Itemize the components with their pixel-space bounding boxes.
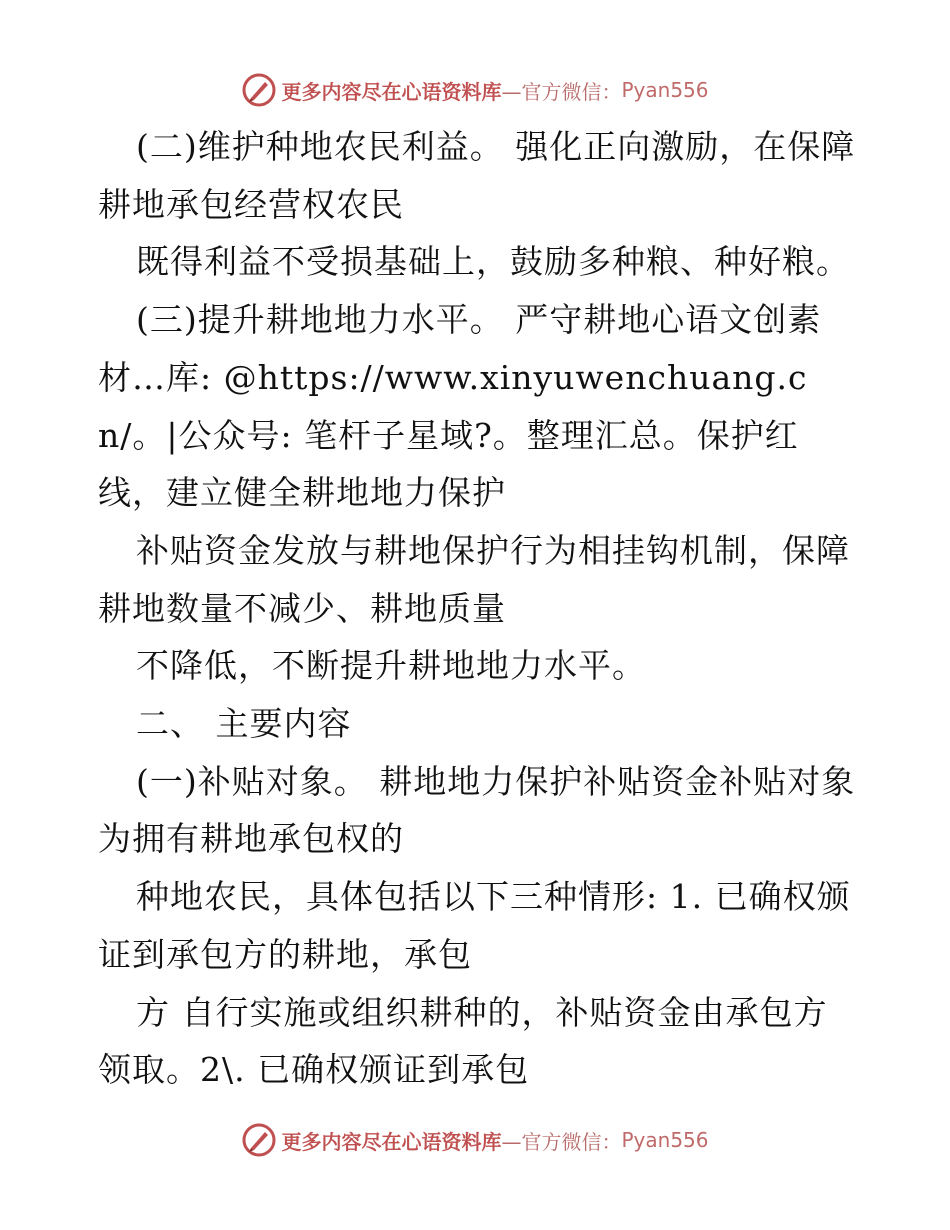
watermark-wechat-id: Pyan556 <box>621 78 709 102</box>
paragraph: 既得利益不受损基础上，鼓励多种粮、种好粮。 <box>136 242 850 282</box>
footer-watermark <box>0 1118 950 1162</box>
paragraph: 方 自行实施或组织耕种的，补贴资金由承包方领取。2\. 已确权颁证到承包 <box>98 992 828 1090</box>
pen-logo-icon <box>241 72 277 108</box>
watermark-wechat-label: —官方微信： <box>501 79 622 104</box>
watermark-main-text: 更多内容尽在心语资料库 <box>281 79 502 104</box>
watermark-main-text: 更多内容尽在心语资料库 <box>281 1129 502 1154</box>
paragraph: (一)补贴对象。 耕地地力保护补贴资金补贴对象为拥有耕地承包权的 <box>98 761 856 859</box>
pen-logo-icon <box>241 1122 277 1158</box>
document-body <box>98 118 858 1099</box>
paragraph: 种地农民，具体包括以下三种情形: 1. 已确权颁证到承包方的耕地，承包 <box>98 877 851 974</box>
paragraph: 不降低，不断提升耕地地力水平。 <box>136 646 646 686</box>
paragraph: (二)维护种地农民利益。 强化正向激励，在保障耕地承包经营权农民 <box>98 127 856 224</box>
paragraph: 补贴资金发放与耕地保护行为相挂钩机制，保障耕地数量不减少、耕地质量 <box>98 530 850 628</box>
section-heading: 二、 主要内容 <box>136 704 352 744</box>
watermark-wechat-id: Pyan556 <box>621 1128 709 1152</box>
watermark-wechat-label: —官方微信： <box>501 1129 622 1154</box>
header-watermark <box>0 68 950 112</box>
paragraph: (三)提升耕地地力水平。 严守耕地心语文创素材…库: @https://www.xinyuwenchuang.cn/。|公众号: 笔杆子星域?。整理汇总。保护红线，建立健全耕地地力保护 <box>98 300 822 513</box>
